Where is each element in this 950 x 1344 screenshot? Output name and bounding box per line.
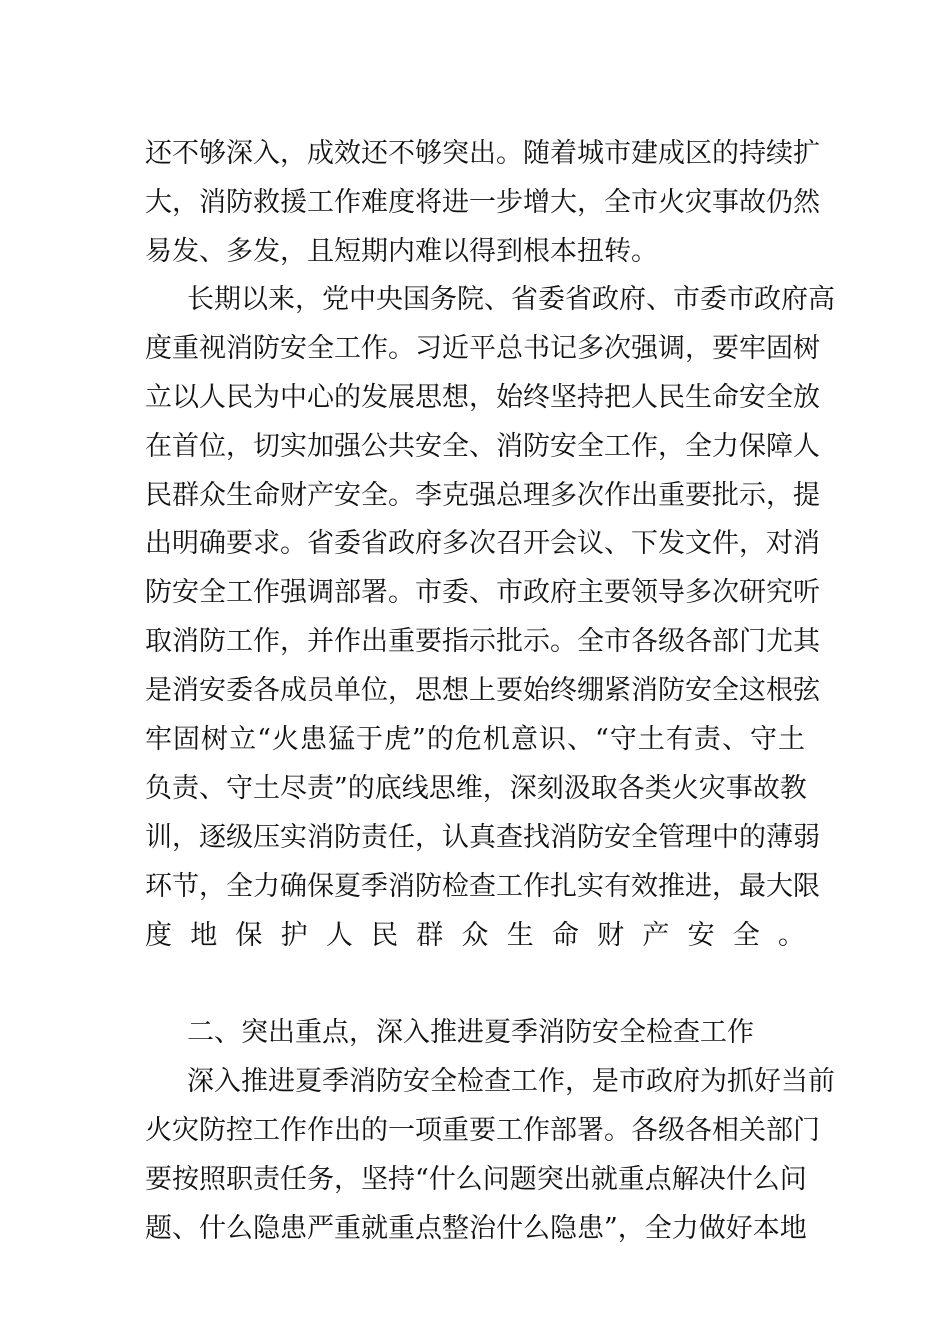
text-line: 度重视消防安全工作。习近平总书记多次强调，要牢固树: [145, 333, 820, 364]
text-line: 大，消防救援工作难度将进一步增大，全市火灾事故仍然: [145, 187, 820, 218]
text-line: 易发、多发，且短期内难以得到根本扭转。: [145, 236, 658, 267]
text-line: 要按照职责任务，坚持“什么问题突出就重点解决什么问: [145, 1164, 807, 1195]
text-line: 长期以来，党中央国务院、省委省政府、市委市政府高: [187, 284, 835, 315]
text-line: 出明确要求。省委省政府多次召开会议、下发文件，对消: [145, 528, 820, 559]
section-heading: 二、突出重点，深入推进夏季消防安全检查工作: [187, 1017, 754, 1048]
text-line: 题、什么隐患严重就重点整治什么隐患”，全力做好本地: [145, 1213, 807, 1244]
text-line: 立以人民为中心的发展思想，始终坚持把人民生命安全放: [145, 382, 820, 413]
text-line: 还不够深入，成效还不够突出。随着城市建成区的持续扩: [145, 138, 820, 169]
text-line: [145, 962, 805, 1008]
text-line: 训，逐级压实消防责任，认真查找消防安全管理中的薄弱: [145, 822, 820, 853]
text-line: 防安全工作强调部署。市委、市政府主要领导多次研究听: [145, 577, 820, 608]
text-line: 取消防工作，并作出重要指示批示。全市各级各部门尤其: [145, 626, 820, 657]
text-line: 民群众生命财产安全。李克强总理多次作出重要批示，提: [145, 480, 820, 511]
text-line: 在首位，切实加强公共安全、消防安全工作，全力保障人: [145, 431, 820, 462]
text-line: 度地保护人民群众生命财产安全。: [145, 920, 805, 951]
text-line: 牢固树立“火患猛于虎”的危机意识、“守土有责、守土: [145, 724, 805, 755]
text-line: 负责、守土尽责”的底线思维，深刻汲取各类火灾事故教: [145, 773, 807, 804]
text-line: 是消安委各成员单位，思想上要始终绷紧消防安全这根弦: [145, 675, 820, 706]
text-line: 火灾防控工作作出的一项重要工作部署。各级各相关部门: [145, 1115, 820, 1146]
text-line: 深入推进夏季消防安全检查工作，是市政府为抓好当前: [187, 1066, 835, 1097]
text-line: 环节，全力确保夏季消防检查工作扎实有效推进，最大限: [145, 871, 820, 902]
